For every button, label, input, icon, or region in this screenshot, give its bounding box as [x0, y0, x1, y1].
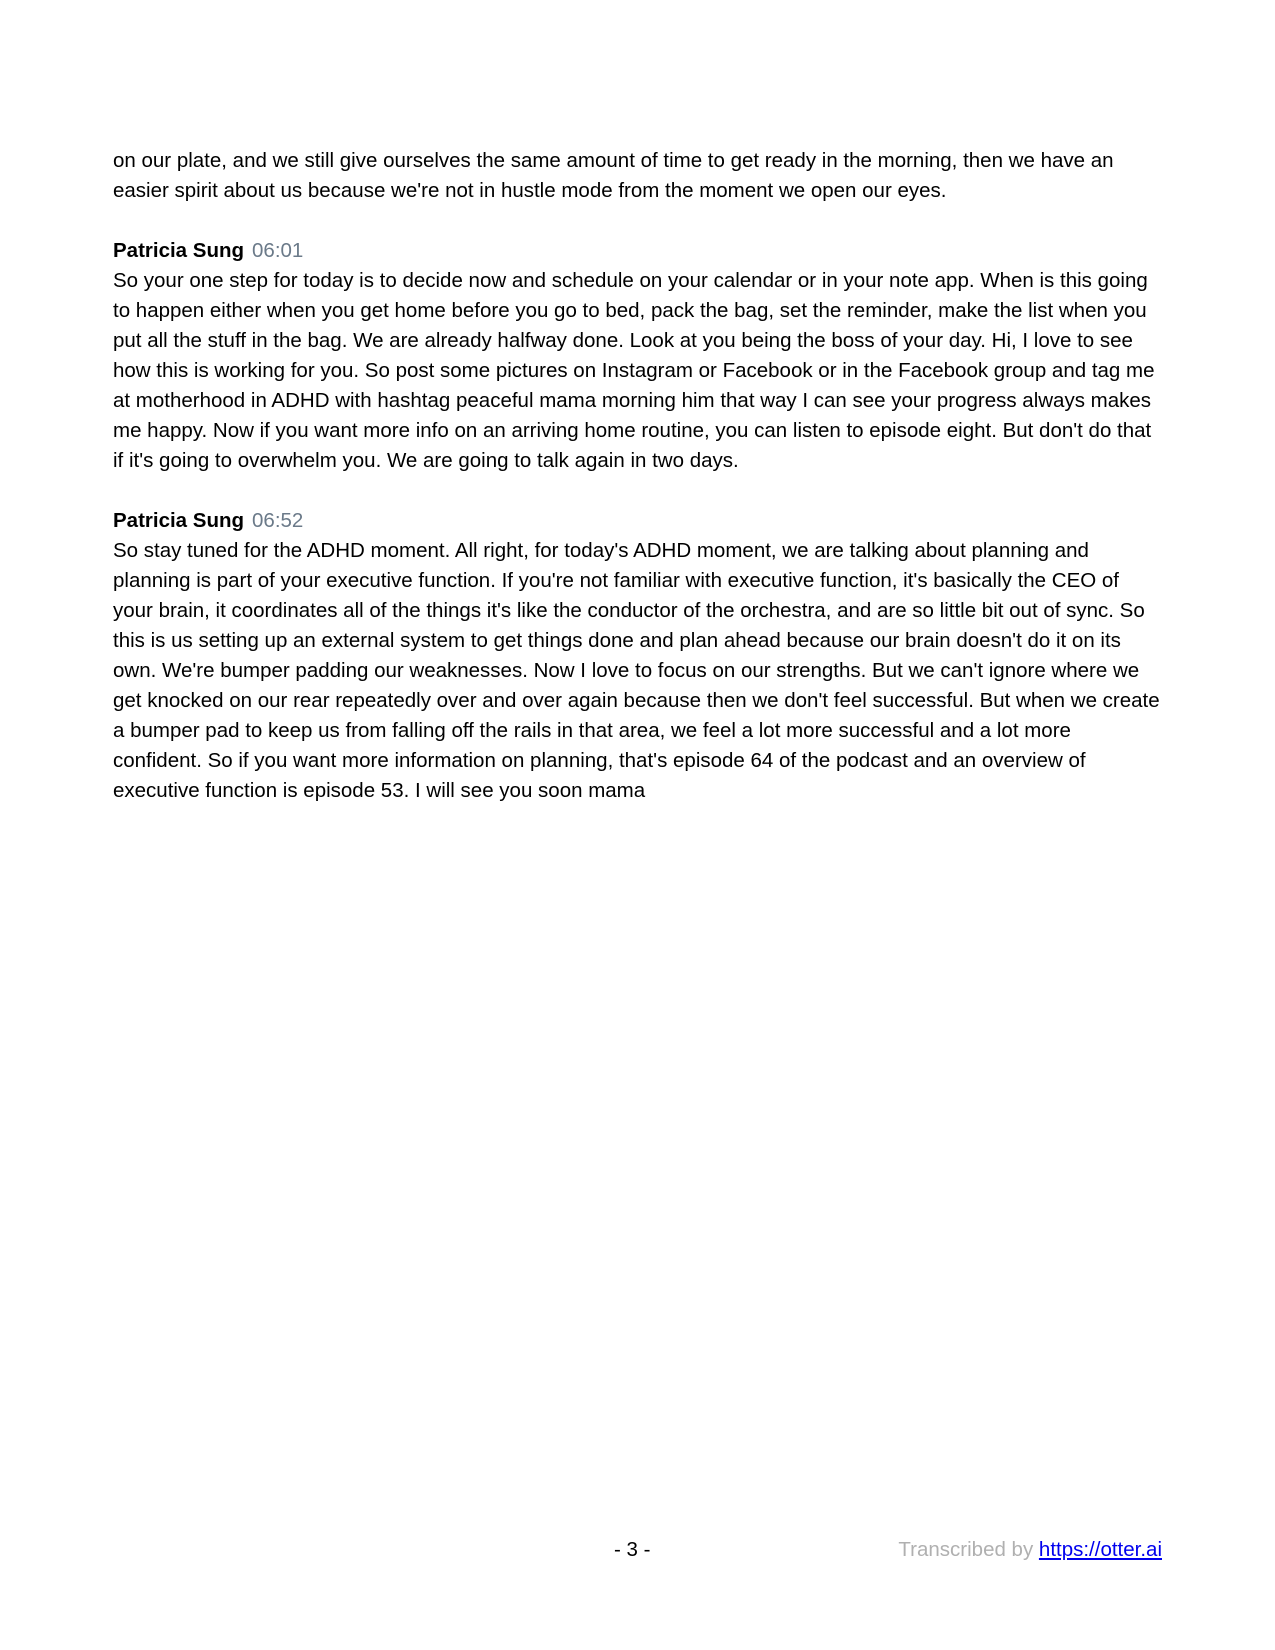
transcript-segment — [113, 506, 1163, 806]
segment-text: So your one step for today is to decide now and schedule on your calendar or in your note app. When is this going to happen either when you get home before you go to bed, pack the bag, set the reminder, make the list when you put all the stuff in the bag. We are already halfway done. Look at you being the boss of your day. Hi, I love to see how this is working for you. So post some pictures on Instagram or Facebook or in the Facebook group and tag me at motherhood in ADHD with hashtag peaceful mama morning him that way I can see your progress always makes me happy. Now if you want more info on an arriving home routine, you can listen to episode eight. But don't do that if it's going to overwhelm you. We are going to talk again in two days. — [113, 269, 1155, 472]
transcript-body — [113, 146, 1163, 806]
continued-paragraph: on our plate, and we still give ourselves the same amount of time to get ready in the morning, then we have an easier spirit about us because we're not in hustle mode from the moment we open our eyes. — [113, 149, 1114, 202]
segment-text: So stay tuned for the ADHD moment. All right, for today's ADHD moment, we are talking about planning and planning is part of your executive function. If you're not familiar with executive function, it's basically the CEO of your brain, it coordinates all of the things it's like the conductor of the orchestra, and are so little bit out of sync. So this is us setting up an external system to get things done and plan ahead because our brain doesn't do it on its own. We're bumper padding our weaknesses. Now I love to focus on our strengths. But we can't ignore where we get knocked on our rear repeatedly over and over again because then we don't feel successful. But when we create a bumper pad to keep us from falling off the rails in that area, we feel a lot more successful and a lot more confident. So if you want more information on planning, that's episode 64 of the podcast and an overview of executive function is episode 53. I will see you soon mama — [113, 539, 1160, 802]
transcription-credit — [898, 1535, 1162, 1565]
segment-header — [113, 236, 1163, 266]
page-number: - 3 - — [614, 1538, 651, 1561]
segment-header — [113, 506, 1163, 536]
segment-timestamp: 06:01 — [252, 239, 304, 262]
otter-link[interactable]: https://otter.ai — [1038, 1538, 1162, 1561]
credit-prefix: Transcribed by — [898, 1538, 1039, 1561]
transcript-segment — [113, 236, 1163, 476]
speaker-name: Patricia Sung — [113, 239, 245, 262]
segment-timestamp: 06:52 — [252, 509, 304, 532]
page-footer — [0, 1535, 1275, 1565]
speaker-name: Patricia Sung — [113, 509, 245, 532]
